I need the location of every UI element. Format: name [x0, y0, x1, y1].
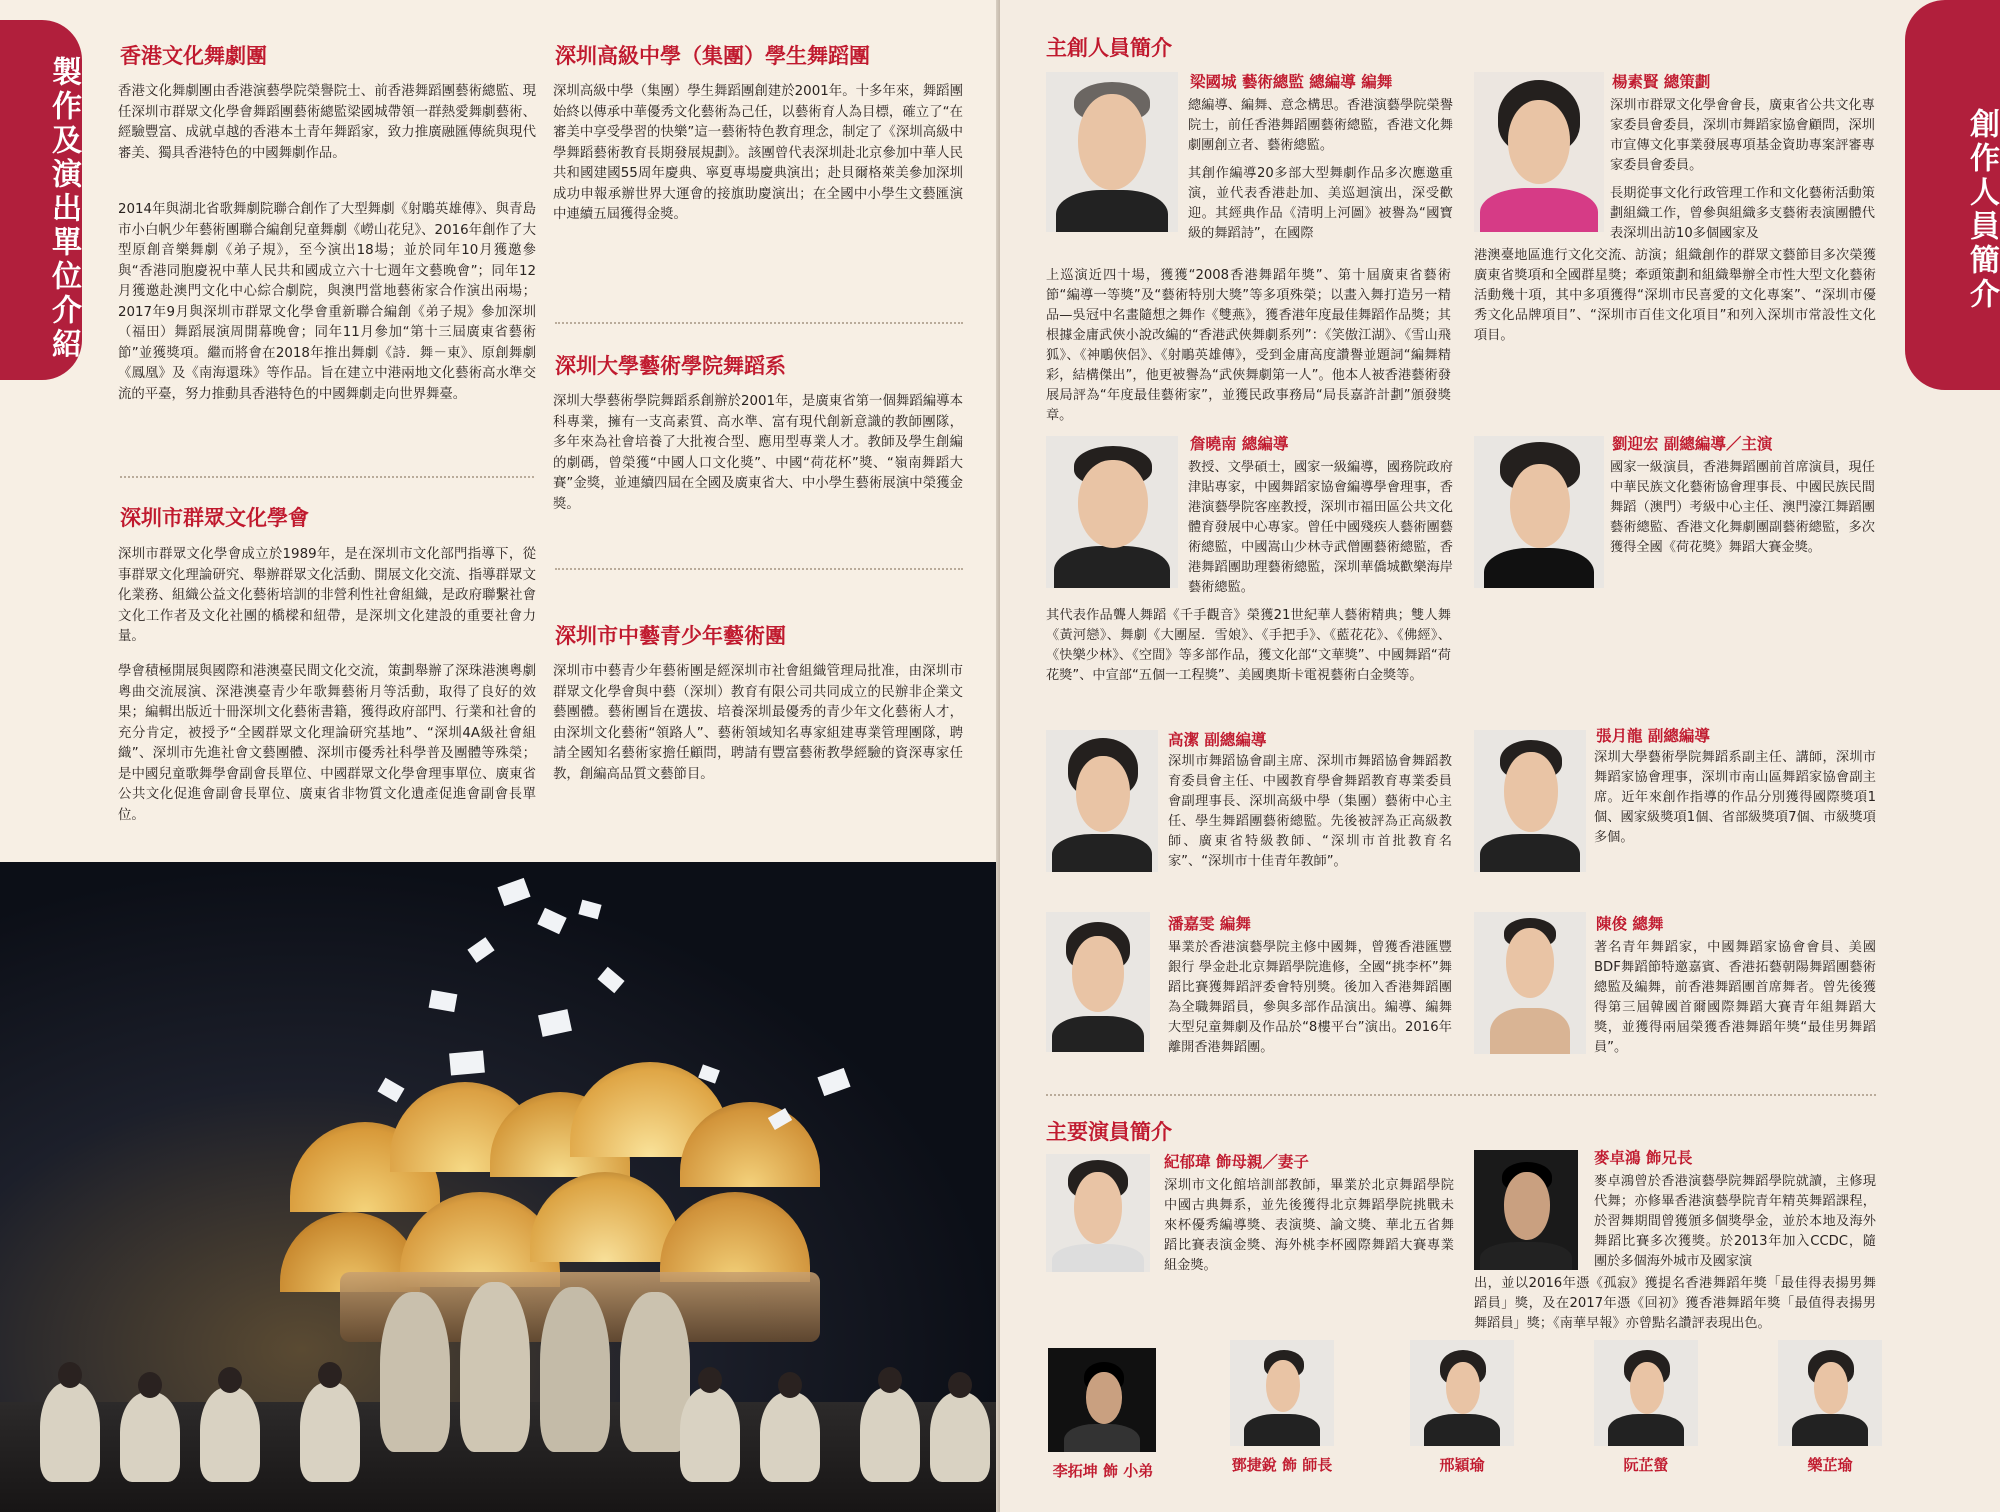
bio-chen-a: 著名青年舞蹈家，中國舞蹈家協會會員、美國BDF舞蹈節特邀嘉賓、香港拓藝朝陽舞蹈團藝術總監及編舞，前香港舞蹈團首席舞者。曾先後獲得第三屆韓國首爾國際舞蹈大賽青年組舞蹈大獎，並獲得兩屆榮獲香港舞蹈年獎“最佳男舞蹈員”。 — [1594, 940, 1876, 1055]
name-liang: 梁國城 藝術總監 總編導 編舞 — [1190, 73, 1393, 91]
bio-liang-b: 其創作編導20多部大型舞劇作品多次應邀重演，並代表香港赴加、美巡迴演出，深受歡迎。其經典作品《清明上河圖》被譽為“國寶級的舞蹈詩”，在國際 — [1188, 166, 1453, 241]
bio-ji-a: 深圳市文化館培訓部教師，畢業於北京舞蹈學院中國古典舞系，並先後獲得北京舞蹈學院挑戰未來杯優秀編導獎、表演獎、論文獎、華北五省舞蹈比賽表演金獎、海外桃李杯國際舞蹈大賽專業組金獎。 — [1164, 1178, 1454, 1273]
bio-liang-a: 總編導、編舞、意念構思。香港演藝學院榮譽院士，前任香港舞蹈團藝術總監，香港文化舞劇團創立者、藝術總監。 — [1188, 98, 1453, 153]
divider — [120, 476, 534, 478]
sz-mass-title: 深圳市群眾文化學會 — [120, 506, 309, 530]
portrait-cast-5 — [1778, 1340, 1882, 1446]
portrait-yang — [1474, 72, 1604, 232]
portrait-liu — [1474, 436, 1604, 588]
portrait-zhan — [1046, 436, 1178, 588]
caption-cast-5: 樂芷瑜 — [1807, 1456, 1853, 1474]
divider — [555, 322, 963, 324]
caption-cast-1: 李拓坤 飾 小弟 — [1052, 1462, 1154, 1480]
caption-cast-2: 鄧捷銳 飾 師長 — [1231, 1456, 1333, 1474]
name-pan: 潘嘉雯 編舞 — [1168, 915, 1251, 933]
portrait-cast-4 — [1594, 1340, 1698, 1446]
left-section-tab: 製作及演出單位介紹 — [0, 20, 82, 380]
name-mai: 麥卓鴻 飾兄長 — [1594, 1149, 1693, 1167]
portrait-mai — [1474, 1150, 1578, 1270]
right-page — [1000, 0, 2000, 1512]
bio-pan-a: 畢業於香港演藝學院主修中國舞，曾獲香港匯豐銀行 學金赴北京舞蹈學院進修，全國“挑李杯”舞蹈比賽獲舞蹈評委會特別獎。後加入香港舞蹈團為全職舞蹈員，參與多部作品演出。編導、編舞大型兒童舞劇及作品於“8樓平台”演出。2016年離開香港舞蹈團。 — [1168, 940, 1452, 1055]
portrait-gao — [1046, 730, 1158, 872]
bio-liu-a: 國家一級演員，香港舞蹈團前首席演員，現任中華民族文化藝術協會理事長、中國民族民間舞蹈（澳門）考級中心主任、澳門濠江舞蹈團藝術總監、香港文化舞劇團副藝術總監，多次獲得全國《荷花獎》舞蹈大賽金獎。 — [1610, 460, 1875, 555]
stage-performance-photo — [0, 862, 1000, 1512]
bio-zhang-a: 深圳大學藝術學院舞蹈系副主任、講師，深圳市舞蹈家協會理事，深圳市南山區舞蹈家協會副主席。近年來創作指導的作品分別獲得國際獎項1個、國家級獎項1個、省部級獎項7個、市級獎項多個。 — [1594, 750, 1876, 845]
portrait-cast-1 — [1048, 1348, 1156, 1452]
portrait-cast-3 — [1410, 1340, 1514, 1446]
sz-mass-p1: 深圳市群眾文化學會成立於1989年，是在深圳市文化部門指導下，從事群眾文化理論研究、舉辦群眾文化活動、開展文化交流、指導群眾文化業務、組織公益文化藝術培訓的非營利性社會組織，是政府聯繫社會文化工作者及文化社團的橋樑和紐帶，是深圳文化建設的重要社會力量。 — [118, 547, 536, 644]
main-cast-title: 主要演員簡介 — [1046, 1120, 1172, 1144]
hk-dance-p2: 2014年與湖北省歌舞劇院聯合創作了大型舞劇《射鵰英雄傳》、與青島市小白帆少年藝術團聯合編創兒童舞劇《嶗山花兒》、2016年創作了大型原創音樂舞劇《弟子規》，至今演出18場；並於同年10月獲邀參與“香港同胞慶祝中華人民共和國成立六十七週年文藝晚會”；同年12月獲邀赴澳門文化中心綜合劇院，與澳門當地藝術家合作演出兩場；2017年9月與深圳市群眾文化學會重新聯合編創《弟子規》參加深圳（福田）舞蹈展演周開幕晚會；同年11月參加“第十三屆廣東省藝術節”並獲獎項。繼而將會在2018年推出舞劇《詩．舞－東》、原創舞劇《鳳凰》及《南海還珠》等作品。旨在建立中港兩地文化藝術高水準交流的平臺，努力推動具香港特色的中國舞劇走向世界舞臺。 — [118, 202, 536, 402]
name-zhang: 張月龍 副總編導 — [1596, 727, 1710, 745]
divider — [555, 568, 963, 570]
sz-mass-p2: 學會積極開展與國際和港澳臺民間文化交流，策劃舉辦了深珠港澳粵劇粵曲交流展演、深港澳臺青少年歌舞藝術月等活動，取得了良好的效果；編輯出版近十冊深圳文化藝術書籍，獲得政府部門、行業和社會的充分肯定，被授予“全國群眾文化理論研究基地”、“深圳4A級社會組織”、深圳市先進社會文藝團體、深圳市優秀社科學普及團體等殊榮；是中國兒童歌舞學會副會長單位、中國群眾文化學會理事單位、廣東省公共文化促進會副會長單位、廣東省非物質文化遺產促進會副會長單位。 — [118, 664, 536, 823]
name-zhan: 詹曉南 總編導 — [1190, 435, 1289, 453]
name-yang: 楊素賢 總策劃 — [1612, 73, 1711, 91]
bio-yang-a: 深圳市群眾文化學會會長，廣東省公共文化專家委員會委員，深圳市舞蹈家協會顧問，深圳市宣傳文化事業發展專項基金資助專案評審專家委員會委員。 — [1610, 98, 1875, 173]
portrait-zhang — [1474, 730, 1586, 872]
bio-gao-a: 深圳市舞蹈協會副主席、深圳市舞蹈協會舞蹈教育委員會主任、中國教育學會舞蹈教育專業委員會副理事長、深圳高級中學（集團）藝術中心主任、學生舞蹈團藝術總監。先後被評為正高級教師、廣東省特級教師、“深圳市首批教育名家”、“深圳市十佳青年教師”。 — [1168, 754, 1452, 869]
sz-uni-p1: 深圳大學藝術學院舞蹈系創辦於2001年，是廣東省第一個舞蹈編導本科專業，擁有一支高素質、高水準、富有現代創新意識的教師團隊，多年來為社會培養了大批複合型、應用型專業人才。教師及學生創編的劇碼，曾榮獲“中國人口文化獎”、中國“荷花杯”獎、“嶺南舞蹈大賽”金獎，並連續四屆在全國及廣東省大、中小學生藝術展演中榮獲金獎。 — [553, 394, 963, 512]
name-chen: 陳俊 總舞 — [1596, 915, 1664, 933]
portrait-liang — [1046, 72, 1178, 232]
bio-zhan-b: 其代表作品聾人舞蹈《千手觀音》榮獲21世紀華人藝術精典；雙人舞《黃河戀》、舞劇《大團屋．雪娘》、《手把手》、《藍花花》、《佛經》、《快樂少林》、《空間》等多部作品，獲文化部“文華獎”、中國舞蹈“荷花獎”、中宣部“五個一工程獎”、美國奧斯卡電視藝術白金獎等。 — [1046, 608, 1451, 683]
portrait-pan — [1046, 912, 1150, 1052]
bio-yang-b: 長期從事文化行政管理工作和文化藝術活動策劃組織工作，曾參與組織多支藝術表演團體代表深圳出訪10多個國家及 — [1610, 186, 1875, 241]
bio-zhan-a: 教授、文學碩士，國家一級編導，國務院政府津貼專家，中國舞蹈家協會編導學會理事，香港演藝學院客座教授，深圳市福田區公共文化體育發展中心專家。曾任中國殘疾人藝術團藝術總監，中國嵩山少林寺武僧團藝術總監，香港舞蹈團助理藝術總監，深圳華僑城歡樂海岸藝術總監。 — [1188, 460, 1453, 595]
sz-youth-title: 深圳市中藝青少年藝術團 — [555, 624, 786, 648]
caption-cast-3: 邢穎瑜 — [1439, 1456, 1485, 1474]
name-liu: 劉迎宏 副總編導／主演 — [1612, 435, 1773, 453]
sz-youth-p1: 深圳市中藝青少年藝術團是經深圳市社會組織管理局批准，由深圳市群眾文化學會與中藝（深圳）教育有限公司共同成立的民辦非企業文藝團體。藝術團旨在選拔、培養深圳最優秀的青少年文化藝術人才，由深圳文化藝術“領路人”、藝術領域知名專家組建專業管理團隊，聘請全國知名藝術家擔任顧問，聘請有豐富藝術教學經驗的資深專家任教，創編高品質文藝節目。 — [553, 664, 963, 782]
sz-high-p1: 深圳高級中學（集團）學生舞蹈團創建於2001年。十多年來，舞蹈團始終以傳承中華優秀文化藝術為己任，以藝術育人為目標，確立了“在審美中享受學習的快樂”這一藝術特色教育理念，制定了《深圳高級中學舞蹈藝術教育長期發展規劃》。該團曾代表深圳赴北京參加中華人民共和國建國55周年慶典、寧夏專場慶典演出；赴貝爾格萊美參加深圳成功申報承辦世界大運會的接旗助慶演出；在全國中小學生文藝匯演中連續五屆獲得金獎。 — [553, 84, 963, 222]
name-ji: 紀郁瑋 飾母親／妻子 — [1164, 1153, 1309, 1171]
creative-team-title: 主創人員簡介 — [1046, 36, 1172, 60]
portrait-cast-2 — [1230, 1340, 1334, 1446]
hk-dance-title: 香港文化舞劇團 — [120, 44, 267, 68]
sz-high-title: 深圳高級中學（集團）學生舞蹈團 — [555, 44, 870, 68]
portrait-chen — [1474, 912, 1586, 1054]
sz-uni-title: 深圳大學藝術學院舞蹈系 — [555, 354, 786, 378]
bio-mai-a: 麥卓鴻曾於香港演藝學院舞蹈學院就讀，主修現代舞；亦修畢香港演藝學院青年精英舞蹈課程，於習舞期間曾獲頒多個獎學金，並於本地及海外舞蹈比賽多次獲獎。於2013年加入CCDC，隨團於多個海外城市及國家演 — [1594, 1174, 1876, 1269]
right-section-tab: 創作人員簡介 — [1905, 0, 2000, 390]
divider — [1046, 1094, 1876, 1096]
portrait-ji — [1046, 1154, 1150, 1272]
bio-yang-c: 港澳臺地區進行文化交流、訪演；組織創作的群眾文藝節目多次榮獲廣東省獎項和全國群星獎；牽頭策劃和組織舉辦全市性大型文化藝術活動幾十項，其中多項獲得“深圳市民喜愛的文化專案”、“深圳市優秀文化品牌項目”、“深圳市百佳文化項目”和列入深圳市常設性文化項目。 — [1474, 248, 1876, 343]
bio-mai-b: 出，並以2016年憑《孤寂》獲提名香港舞蹈年獎「最佳得表揚男舞蹈員」獎，及在2017年憑《回初》獲香港舞蹈年獎「最值得表揚男舞蹈員」獎；《南華早報》亦曾點名讚評表現出色。 — [1474, 1276, 1876, 1331]
bio-liang-c: 上巡演近四十場，獲獲“2008香港舞蹈年獎”、第十屆廣東省藝術節“編導一等獎”及“藝術特別大獎”等多項殊榮；以畫入舞打造另一精品—吳冠中名畫隨想之舞作《雙燕》，獲香港年度最佳舞蹈作品獎；其根據金庸武俠小說改編的“香港武俠舞劇系列”：《笑傲江湖》、《雪山飛狐》、《神鵰俠侶》、《射鵰英雄傳》，受到金庸高度讚譽並題詞“編舞精彩，結構傑出”，他更被譽為“武俠舞劇第一人”。他本人被香港藝術發展局評為“年度最佳藝術家”，並獲民政事務局“局長嘉許計劃”頒發獎章。 — [1046, 268, 1451, 423]
name-gao: 高潔 副總編導 — [1168, 731, 1267, 749]
hk-dance-p1: 香港文化舞劇團由香港演藝學院榮譽院士、前香港舞蹈團藝術總監、現任深圳市群眾文化學會舞蹈團藝術總監梁國城帶領一群熱愛舞劇藝術、經驗豐富、成就卓越的香港本土青年舞蹈家，致力推廣融匯傳統與現代審美、獨具香港特色的中國舞劇作品。 — [118, 84, 536, 161]
caption-cast-4: 阮芷螢 — [1623, 1456, 1669, 1474]
